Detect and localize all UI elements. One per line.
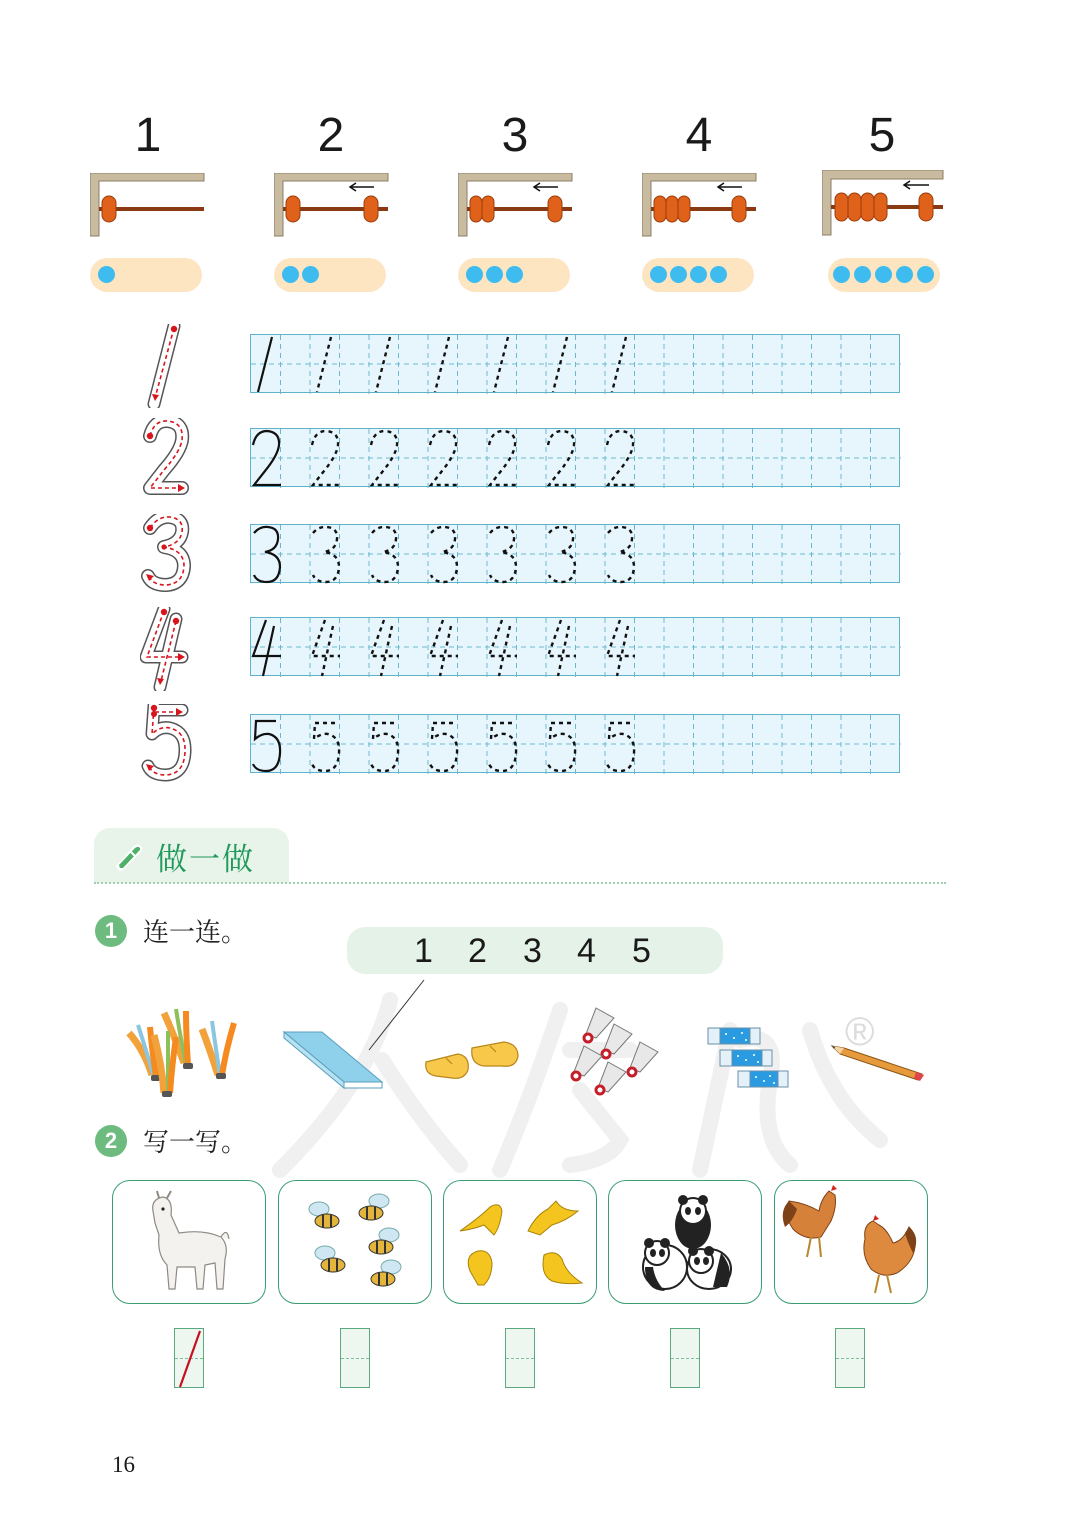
box-midline bbox=[671, 1358, 699, 1359]
writing-grid[interactable] bbox=[250, 334, 900, 393]
numeral: 2 bbox=[317, 109, 345, 162]
abacus-icon bbox=[274, 173, 389, 237]
box-midline bbox=[836, 1358, 864, 1359]
dot bbox=[710, 266, 727, 283]
dot bbox=[466, 266, 483, 283]
answer-box-roosters[interactable] bbox=[835, 1328, 865, 1388]
notebook-picture[interactable] bbox=[282, 1030, 386, 1092]
picture-card-birds bbox=[443, 1180, 597, 1304]
dot-count-bar bbox=[458, 258, 570, 292]
picture-card-pandas bbox=[608, 1180, 762, 1304]
stroke-order-1-icon bbox=[140, 324, 195, 408]
dot-count-bar bbox=[642, 258, 754, 292]
number-option-3[interactable]: 3 bbox=[523, 932, 542, 970]
page-number: 16 bbox=[112, 1452, 135, 1477]
pencil-icon bbox=[112, 840, 146, 874]
number-option-5[interactable]: 5 bbox=[632, 932, 651, 970]
picture-card-bees bbox=[278, 1180, 432, 1304]
stroke-order-4-icon bbox=[140, 607, 195, 691]
numeral: 4 bbox=[685, 109, 713, 162]
dot bbox=[486, 266, 503, 283]
dot bbox=[282, 266, 299, 283]
box-midline bbox=[341, 1358, 369, 1359]
shuttlecocks-picture[interactable] bbox=[124, 1005, 244, 1100]
writing-grid[interactable] bbox=[250, 714, 900, 773]
dot bbox=[854, 266, 871, 283]
writing-row-3 bbox=[140, 524, 902, 604]
grid-lines bbox=[251, 715, 901, 774]
dot bbox=[506, 266, 523, 283]
numeral: 3 bbox=[501, 109, 529, 162]
dot bbox=[875, 266, 892, 283]
stroke-order-2-icon bbox=[140, 418, 195, 502]
answer-written-1 bbox=[175, 1329, 205, 1389]
roosters-picture bbox=[775, 1181, 928, 1304]
question-instruction: 连一连。 bbox=[143, 918, 248, 948]
answer-box-bees[interactable] bbox=[340, 1328, 370, 1388]
dot bbox=[917, 266, 934, 283]
numeral: 1 bbox=[134, 109, 162, 162]
picture-card-goat bbox=[112, 1180, 266, 1304]
writing-row-4 bbox=[140, 617, 902, 697]
section-header bbox=[94, 828, 289, 883]
number-option-2[interactable]: 2 bbox=[468, 932, 487, 970]
picture-card-roosters bbox=[774, 1180, 928, 1304]
abacus-icon bbox=[90, 173, 205, 237]
abacus-icon bbox=[458, 173, 573, 237]
grid-lines bbox=[251, 618, 901, 677]
pandas-picture bbox=[609, 1181, 762, 1304]
grid-lines bbox=[251, 525, 901, 584]
writing-grid[interactable] bbox=[250, 617, 900, 676]
answer-box-pandas[interactable] bbox=[670, 1328, 700, 1388]
writing-row-2 bbox=[140, 428, 902, 508]
grid-lines bbox=[251, 335, 901, 394]
writing-grid[interactable] bbox=[250, 524, 900, 583]
dot-count-bar bbox=[828, 258, 940, 292]
abacus-icon bbox=[642, 173, 757, 237]
pencil-picture[interactable] bbox=[830, 1044, 928, 1082]
dot bbox=[670, 266, 687, 283]
question-number-badge: 2 bbox=[95, 1125, 127, 1157]
dot bbox=[302, 266, 319, 283]
answer-box-birds[interactable] bbox=[505, 1328, 535, 1388]
dot-count-bar bbox=[274, 258, 386, 292]
dot bbox=[690, 266, 707, 283]
dot-count-bar bbox=[90, 258, 202, 292]
divider bbox=[94, 882, 946, 884]
section-title: 做一做 bbox=[156, 842, 255, 878]
registered-mark: ® bbox=[845, 1010, 875, 1054]
numeral: 5 bbox=[868, 109, 896, 162]
dot bbox=[98, 266, 115, 283]
question-instruction: 写一写。 bbox=[143, 1128, 248, 1158]
question-number-badge: 1 bbox=[95, 915, 127, 947]
stroke-order-3-icon bbox=[140, 514, 195, 598]
dot bbox=[896, 266, 913, 283]
answer-box-goat[interactable] bbox=[174, 1328, 204, 1388]
writing-row-1 bbox=[140, 334, 902, 414]
bees-picture bbox=[279, 1181, 432, 1304]
dot bbox=[833, 266, 850, 283]
number-options bbox=[347, 927, 723, 974]
number-option-4[interactable]: 4 bbox=[577, 932, 596, 970]
writing-row-5 bbox=[140, 714, 902, 794]
abacus-icon bbox=[822, 170, 944, 236]
box-midline bbox=[506, 1358, 534, 1359]
badminton-shuttlecocks-picture[interactable] bbox=[566, 1004, 668, 1096]
erasers-picture[interactable] bbox=[706, 1025, 792, 1091]
birds-picture bbox=[444, 1181, 597, 1304]
whistles-picture[interactable] bbox=[422, 1036, 528, 1086]
writing-grid[interactable] bbox=[250, 428, 900, 487]
number-option-1[interactable]: 1 bbox=[414, 932, 433, 970]
dot bbox=[650, 266, 667, 283]
grid-lines bbox=[251, 429, 901, 488]
stroke-order-5-icon bbox=[140, 704, 195, 788]
goat-picture bbox=[113, 1181, 266, 1304]
